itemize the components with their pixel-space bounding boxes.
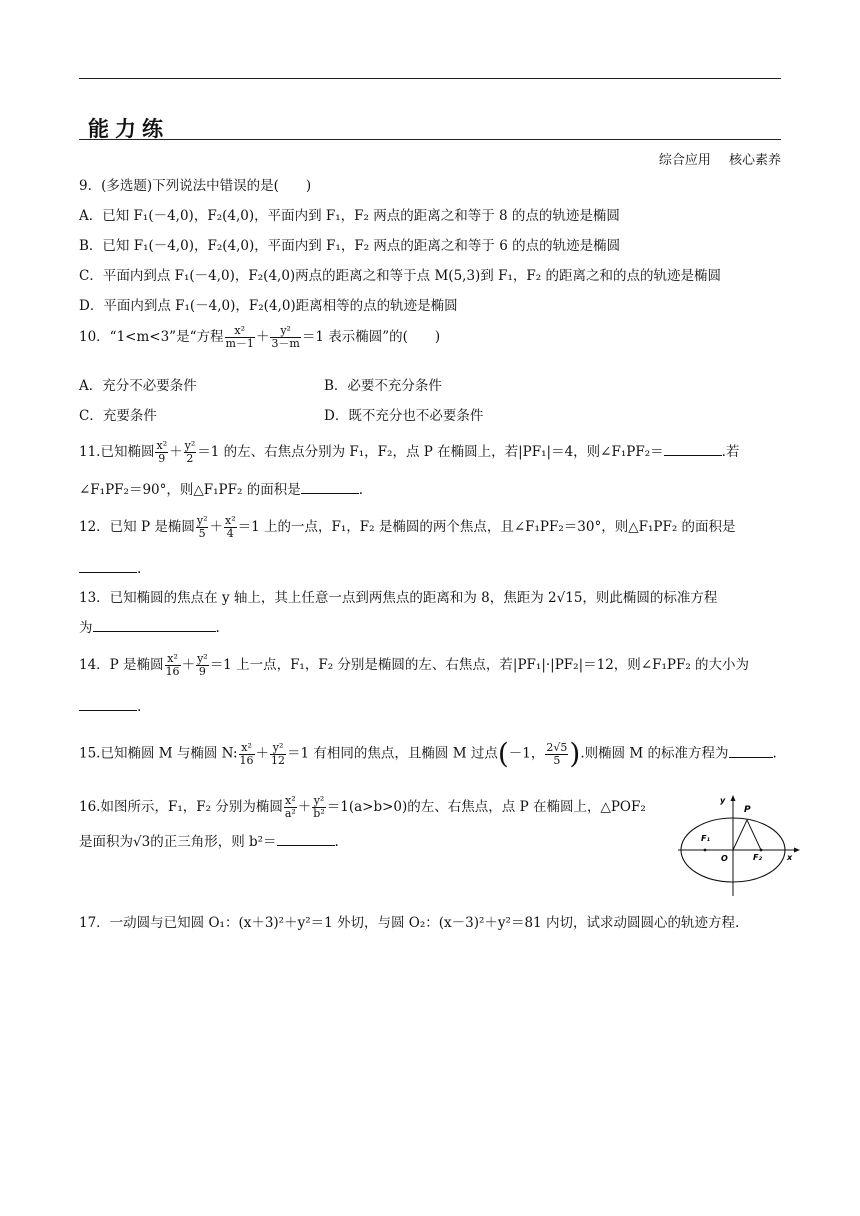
q16-line1: 16.如图所示，F₁，F₂ 分别为椭圆 $\frac{\text{x²}}{\text{a²}}$ ＋ $\frac{\text{y²}}{\text{b²}}$ ＝1(a>b>0)的左、右焦点，点 P 在椭圆上，△POF₂ — [79, 794, 646, 820]
q12-f2-numerator: x² — [224, 514, 236, 527]
q10-f2-denominator: 3－m — [271, 337, 300, 350]
q10-plus: ＋ — [255, 329, 270, 345]
q15-post: .则椭圆 M 的标准方程为 — [580, 745, 729, 762]
q14-answer-blank[interactable] — [79, 698, 137, 711]
q11-line2 — [79, 480, 363, 500]
q15-end: . — [772, 745, 777, 762]
q9-option-a: A．已知 F₁(－4,0)，F₂(4,0)，平面内到 F₁，F₂ 两点的距离之和等于 8 的点的轨迹是椭圆 — [79, 208, 620, 224]
q11-f1-numerator: x² — [156, 439, 168, 452]
fig-label-y: y — [720, 796, 726, 805]
q15-fraction-2 — [270, 742, 286, 767]
q13-line1: 13．已知椭圆的焦点在 y 轴上，其上任意一点到两焦点的距离和为 8，焦距为 2√15，则此椭圆的标准方程 — [79, 590, 718, 606]
q12-fraction-2 — [224, 515, 237, 540]
q16-f1-numerator: x² — [285, 794, 296, 807]
triangle-pof2 — [733, 820, 761, 850]
fig-label-o: O — [721, 854, 728, 863]
q16-line2-text: 是面积为√3的正三角形，则 b²＝ — [79, 834, 277, 850]
q14-pre: 14．P 是椭圆 — [79, 657, 164, 673]
q10-option-b: B．必要不充分条件 — [324, 378, 442, 394]
q10-option-c: C．充要条件 — [79, 408, 157, 424]
q15-pre: 15.已知椭圆 M 与椭圆 N: — [79, 745, 238, 762]
q13-end: . — [215, 620, 220, 636]
q9-option-d: D．平面内到点 F₁(－4,0)，F₂(4,0)距离相等的点的轨迹是椭圆 — [79, 298, 458, 314]
q15-mid: ＝1 有相同的焦点，且椭圆 M 过点 — [287, 745, 498, 762]
x-axis-arrow — [794, 848, 800, 853]
q12-f2-denominator: 4 — [226, 527, 234, 540]
q9-option-b: B．已知 F₁(－4,0)，F₂(4,0)，平面内到 F₁，F₂ 两点的距离之和等于 6 的点的轨迹是椭圆 — [79, 238, 621, 254]
q16-fraction-2 — [312, 795, 325, 820]
fig-label-x: x — [787, 853, 793, 862]
q15-fraction-1 — [239, 742, 255, 767]
q15-line: 15.已知椭圆 M 与椭圆 N: $\frac{\text{x²}}{16}$ ＋ $\frac{\text{y²}}{12}$ ＝1 有相同的焦点，且椭圆 M 过点(－1， $\frac{2√5}{5}$ ).则椭圆 M 的标准方程为 . — [79, 737, 777, 770]
y-axis-arrow — [731, 795, 736, 801]
q11-fraction-1 — [155, 440, 168, 465]
q12-pre: 12．已知 P 是椭圆 — [79, 519, 195, 535]
q10-fraction-1 — [225, 325, 255, 350]
q15-right-paren: ) — [569, 737, 581, 770]
fig-label-f2: F₂ — [753, 853, 762, 862]
q14-f2-numerator: y² — [197, 652, 208, 665]
q9-stem: 9．(多选题)下列说法中错误的是( ) — [79, 178, 312, 194]
q15-f2-denominator: 12 — [271, 753, 286, 767]
q13-answer-blank[interactable] — [93, 619, 216, 632]
q12-end: . — [137, 561, 142, 577]
q10-post: ＝1 表示椭圆”的( ) — [301, 329, 441, 345]
q14-fraction-2 — [196, 653, 209, 678]
q16-f1-denominator: a² — [284, 807, 296, 820]
q13-pre: 为 — [79, 620, 93, 636]
q12-f1-denominator: 5 — [198, 527, 206, 540]
q12-line1: 12．已知 P 是椭圆 $\frac{\text{y²}}{5}$ ＋ $\frac{\text{x²}}{4}$ ＝1 上的一点，F₁，F₂ 是椭圆的两个焦点，且∠F₁PF₂＝30°，则△F₁PF₂ 的面积是 — [79, 514, 736, 540]
q16-f2-numerator: y² — [313, 794, 325, 807]
q16-answer-blank[interactable] — [277, 833, 335, 846]
q15-point-a: －1， — [508, 745, 545, 762]
q10-option-a: A．充分不必要条件 — [79, 378, 197, 394]
q11-answer-blank-2[interactable] — [301, 481, 359, 494]
header-rule — [79, 78, 781, 79]
section-title: 能力练 — [88, 117, 169, 141]
q10-f1-numerator: x² — [225, 325, 255, 338]
q12-post: ＝1 上的一点，F₁，F₂ 是椭圆的两个焦点，且∠F₁PF₂＝30°，则△F₁PF₂ 的面积是 — [237, 519, 736, 535]
q12-f1-numerator: y² — [196, 514, 208, 527]
q11-f2-numerator: y² — [184, 439, 196, 452]
q14-f1-denominator: 16 — [165, 665, 180, 678]
fig-label-p: P — [744, 805, 751, 815]
q14-line1: 14．P 是椭圆 $\frac{\text{x²}}{16}$ ＋ $\frac{\text{y²}}{9}$ ＝1 上一点，F₁，F₂ 分别是椭圆的左、右焦点，若|PF₁|·|PF₂|＝12，则∠F₁PF₂ 的大小为 — [79, 652, 750, 678]
q15-f2-numerator: y² — [270, 742, 286, 755]
q15-left-paren: ( — [497, 737, 509, 770]
q10-fraction-2 — [270, 325, 300, 350]
q16-end: . — [334, 834, 339, 850]
q13-line2 — [79, 618, 220, 638]
q15-pt-denominator: 5 — [553, 753, 561, 767]
q16-pre: 16.如图所示，F₁，F₂ 分别为椭圆 — [79, 799, 283, 815]
q11-mid: ＝1 的左、右焦点分别为 F₁，F₂，点 P 在椭圆上，若|PF₁|＝4，则∠F₁PF₂＝ — [197, 444, 664, 460]
section-rule — [79, 139, 781, 140]
q15-pt-numerator: 2√5 — [546, 740, 568, 754]
q11-line2-end: . — [358, 482, 363, 498]
focus-f2-dot — [760, 849, 763, 852]
focus-f1-dot — [704, 849, 707, 852]
q14-end: . — [137, 699, 142, 715]
q10-option-d: D．既不充分也不必要条件 — [324, 408, 484, 424]
q15-f1-denominator: 16 — [239, 753, 254, 767]
q15-point-fraction — [545, 742, 568, 767]
q12-fraction-1 — [196, 515, 209, 540]
ellipse-figure — [676, 790, 802, 898]
q16-f2-denominator: b² — [313, 807, 325, 820]
section-subtitle: 综合应用 核心素养 — [658, 153, 781, 168]
q11-fraction-2 — [184, 440, 197, 465]
q12-answer-blank[interactable] — [79, 560, 137, 573]
fig-label-f1: F₁ — [701, 834, 710, 843]
q16-post: ＝1(a>b>0)的左、右焦点，点 P 在椭圆上，△POF₂ — [326, 799, 646, 815]
q11-answer-blank-1[interactable] — [664, 443, 722, 456]
q16-fraction-1 — [284, 795, 297, 820]
q11-line2-text: ∠F₁PF₂＝90°，则△F₁PF₂ 的面积是 — [79, 482, 301, 498]
q10-pre: 10．“1<m<3”是“方程 — [79, 329, 224, 345]
q15-f1-numerator: x² — [239, 742, 255, 755]
q11-f2-denominator: 2 — [186, 452, 194, 465]
q14-f2-denominator: 9 — [198, 665, 206, 678]
q11-pre: 11.已知椭圆 — [79, 444, 155, 460]
q14-line2 — [79, 697, 141, 717]
q14-post: ＝1 上一点，F₁，F₂ 分别是椭圆的左、右焦点，若|PF₁|·|PF₂|＝12，则∠F₁PF₂ 的大小为 — [209, 657, 750, 673]
q9-option-c: C．平面内到点 F₁(－4,0)，F₂(4,0)两点的距离之和等于点 M(5,3)到 F₁，F₂ 的距离之和的点的轨迹是椭圆 — [79, 268, 721, 284]
q16-line2 — [79, 832, 339, 852]
q14-fraction-1 — [165, 653, 181, 678]
q12-line2 — [79, 559, 141, 579]
q11-end: .若 — [721, 444, 740, 460]
q17-stem: 17．一动圆与已知圆 O₁：(x＋3)²＋y²＝1 外切，与圆 O₂：(x－3)²＋y²＝81 内切，试求动圆圆心的轨迹方程. — [79, 915, 740, 931]
q14-f1-numerator: x² — [165, 653, 181, 666]
q11-f1-denominator: 9 — [158, 452, 166, 465]
q10-f1-denominator: m－1 — [225, 337, 254, 350]
q10-stem — [79, 325, 440, 350]
q10-f2-numerator: y² — [270, 325, 300, 338]
q11-line1: 11.已知椭圆 $\frac{\text{x²}}{9}$ ＋ $\frac{\text{y²}}{2}$ ＝1 的左、右焦点分别为 F₁，F₂，点 P 在椭圆上，若|PF₁|＝4，则∠F₁PF₂＝ .若 — [79, 439, 740, 465]
q15-answer-blank[interactable] — [729, 745, 773, 758]
